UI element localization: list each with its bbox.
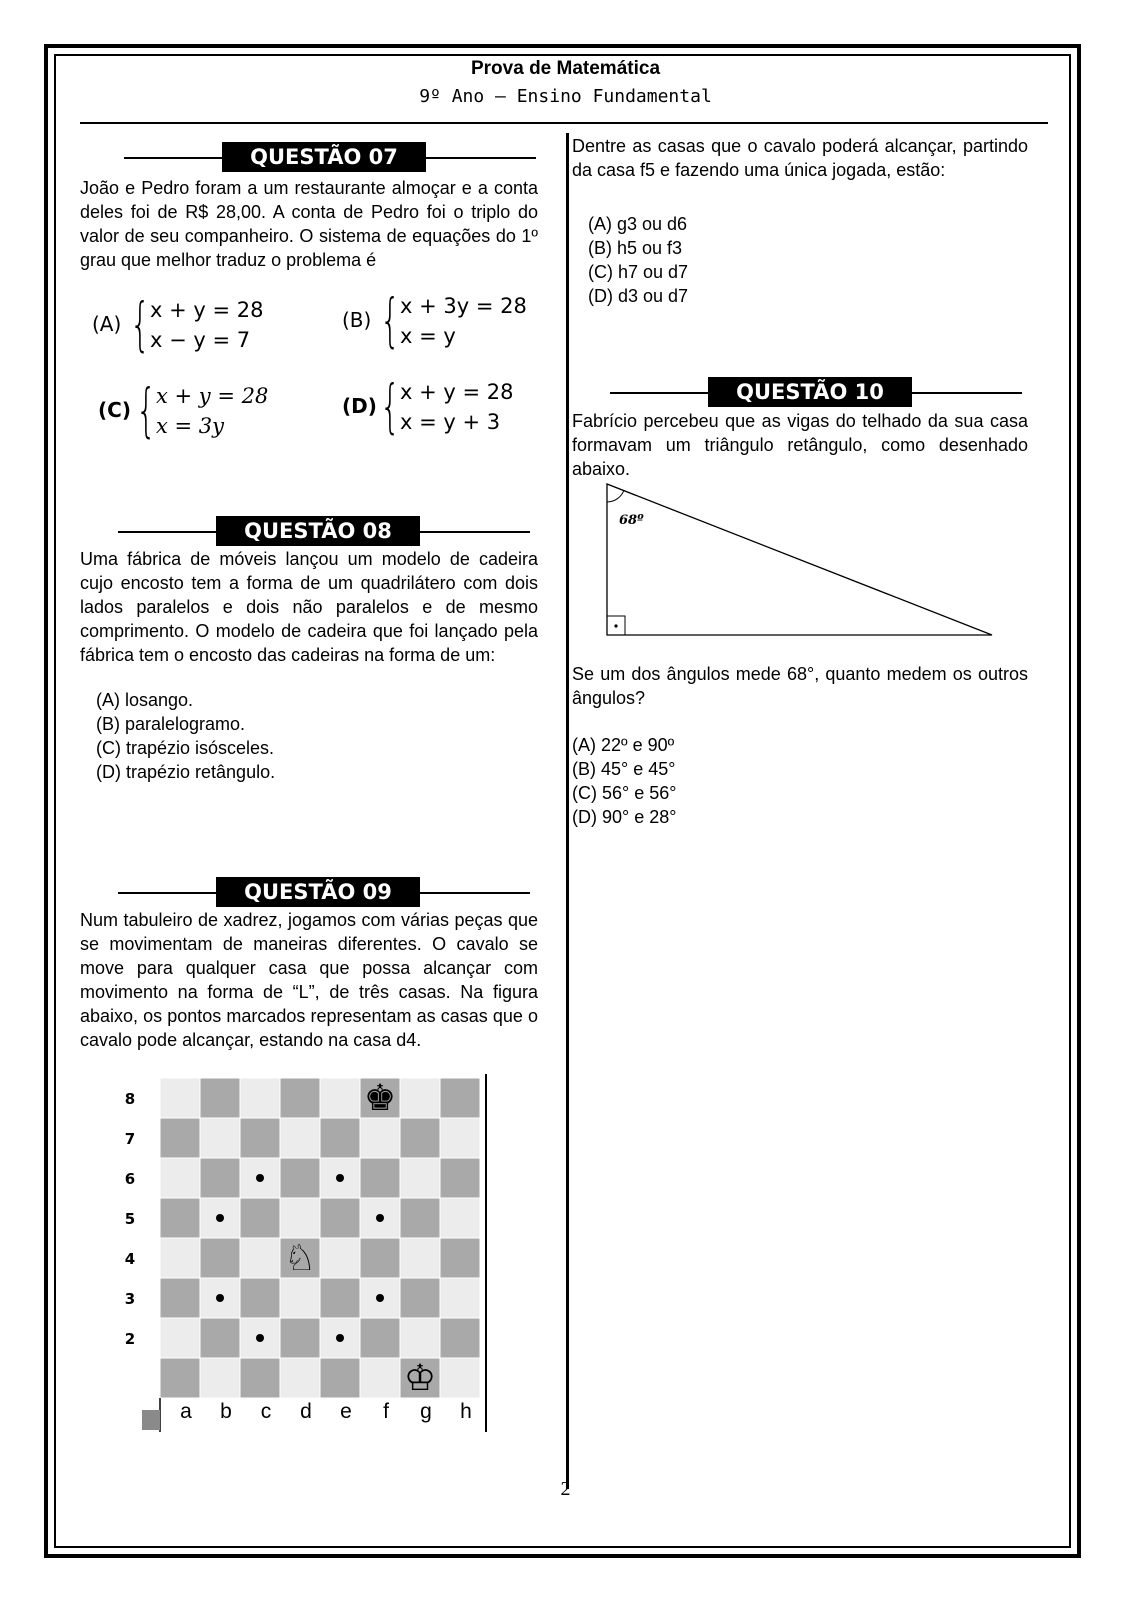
board-square [400, 1238, 440, 1278]
exam-subtitle: 9º Ano – Ensino Fundamental [419, 86, 712, 107]
board-square [240, 1118, 280, 1158]
board-square [160, 1238, 200, 1278]
board-square [160, 1198, 200, 1238]
board-square [320, 1198, 360, 1238]
board-square [320, 1238, 360, 1278]
brace-icon: { [136, 376, 157, 444]
q07-text: João e Pedro foram a um restaurante almoçar e a conta deles foi de R$ 28,00. A conta de Pedro foi o triplo do valor de seu companheiro. O sistema de equações do 1º grau que melhor traduz o problema é [80, 178, 538, 270]
angle-label: 68º [619, 513, 644, 528]
page-number: 2 [560, 1478, 571, 1500]
board-square [160, 1158, 200, 1198]
q09-option-a: (A) g3 ou d6 [588, 214, 688, 234]
board-square [440, 1198, 480, 1238]
exam-title: Prova de Matemática [470, 58, 661, 79]
equation-line: x = y [400, 324, 456, 348]
board-square [160, 1118, 200, 1158]
board-square [160, 1278, 200, 1318]
board-square [160, 1078, 200, 1118]
equation-line: x = 3y [156, 414, 225, 438]
board-square [240, 1238, 280, 1278]
option-letter: (D) [342, 394, 377, 418]
board-square [160, 1318, 200, 1358]
board-corner [142, 1410, 160, 1430]
file-label: c [260, 1400, 272, 1423]
board-square [360, 1238, 400, 1278]
q08-option-b: (B) paralelogramo. [96, 714, 246, 734]
file-label: a [180, 1400, 192, 1423]
file-label: e [340, 1400, 352, 1423]
rank-label: 8 [124, 1090, 136, 1108]
board-square [440, 1118, 480, 1158]
white-knight-icon: ♘ [283, 1238, 317, 1279]
board-square [440, 1318, 480, 1358]
board-square [360, 1358, 400, 1398]
move-dot [336, 1174, 344, 1182]
rank-label: 5 [124, 1210, 136, 1228]
q08-heading [118, 516, 530, 546]
q09-option-b: (B) h5 ou f3 [588, 238, 683, 258]
move-dot [216, 1294, 224, 1302]
equation-line: x + y = 28 [156, 384, 269, 408]
q08-label: QUESTÃO 08 [216, 516, 420, 546]
option-letter: (A) [92, 312, 122, 336]
q07-label: QUESTÃO 07 [222, 142, 426, 172]
q10-question: Se um dos ângulos mede 68°, quanto medem os outros ângulos? [572, 664, 1028, 708]
board-square [400, 1318, 440, 1358]
q10-option-a: (A) 22º e 90º [572, 735, 675, 755]
board-square [200, 1358, 240, 1398]
board-square [200, 1118, 240, 1158]
white-king-icon: ♔ [403, 1358, 437, 1399]
board-square [200, 1158, 240, 1198]
board-square [280, 1118, 320, 1158]
rank-label: 4 [124, 1250, 136, 1268]
q09-heading [118, 877, 530, 907]
rank-label: 2 [124, 1330, 136, 1348]
right-triangle-figure [600, 478, 1000, 643]
q09-option-c: (C) h7 ou d7 [588, 262, 689, 282]
board-square [360, 1118, 400, 1158]
board-square [440, 1358, 480, 1398]
option-letter: (B) [342, 308, 372, 332]
move-dot [256, 1334, 264, 1342]
board-square [400, 1118, 440, 1158]
q10-text: Fabrício percebeu que as vigas do telhado da sua casa formavam um triângulo retângulo, como desenhado abaixo. [572, 411, 1028, 479]
q09-option-d: (D) d3 ou d7 [588, 286, 689, 306]
q08-option-c: (C) trapézio isósceles. [96, 738, 275, 758]
board-square [280, 1078, 320, 1118]
board-square [320, 1358, 360, 1398]
board-square [400, 1278, 440, 1318]
board-square [440, 1078, 480, 1118]
q08-option-d: (D) trapézio retângulo. [96, 762, 276, 782]
q09-continuation: Dentre as casas que o cavalo poderá alcançar, partindo da casa f5 e fazendo uma única jogada, estão: [572, 136, 1028, 180]
q07-heading [124, 142, 536, 172]
brace-icon: { [380, 286, 401, 354]
board-square [200, 1318, 240, 1358]
file-label: h [460, 1400, 472, 1423]
q08-text: Uma fábrica de móveis lançou um modelo de cadeira cujo encosto tem a forma de um quadrilátero com dois lados paralelos e dois não paralelos e de mesmo comprimento. O modelo de cadeira que foi lançado pela fábrica tem o encosto das cadeiras na forma de um: [80, 549, 538, 665]
move-dot [216, 1214, 224, 1222]
board-square [440, 1238, 480, 1278]
board-square [440, 1158, 480, 1198]
move-dot [256, 1174, 264, 1182]
board-square [280, 1158, 320, 1198]
board-square [240, 1278, 280, 1318]
board-square [400, 1198, 440, 1238]
board-square [240, 1198, 280, 1238]
equation-line: x = y + 3 [400, 410, 501, 434]
board-square [360, 1158, 400, 1198]
black-king-icon: ♚ [363, 1078, 397, 1119]
equation-line: x − y = 7 [150, 328, 251, 352]
file-label: d [300, 1400, 312, 1423]
q10-label: QUESTÃO 10 [708, 377, 912, 407]
q10-option-c: (C) 56° e 56° [572, 783, 677, 803]
move-dot [336, 1334, 344, 1342]
board-square [160, 1358, 200, 1398]
board-square [240, 1078, 280, 1118]
board-square [320, 1118, 360, 1158]
board-square [400, 1078, 440, 1118]
board-square [320, 1278, 360, 1318]
q10-option-b: (B) 45° e 45° [572, 759, 676, 779]
brace-icon: { [380, 372, 401, 440]
board-square [280, 1358, 320, 1398]
rank-label: 6 [124, 1170, 136, 1188]
q10-heading [610, 377, 1022, 407]
option-letter: (C) [98, 398, 131, 422]
board-square [240, 1358, 280, 1398]
file-label: b [220, 1400, 232, 1423]
equation-line: x + 3y = 28 [400, 294, 527, 318]
board-square [440, 1278, 480, 1318]
board-square [280, 1318, 320, 1358]
board-square [320, 1078, 360, 1118]
file-label: f [383, 1400, 389, 1423]
brace-icon: { [130, 290, 151, 358]
rank-label: 7 [124, 1130, 136, 1148]
header-rule [80, 122, 1048, 124]
board-square [280, 1198, 320, 1238]
q09-label: QUESTÃO 09 [216, 877, 420, 907]
board-square [360, 1318, 400, 1358]
equation-line: x + y = 28 [400, 380, 514, 404]
file-label: g [420, 1400, 432, 1423]
equation-line: x + y = 28 [150, 298, 264, 322]
move-dot [376, 1214, 384, 1222]
q08-option-a: (A) losango. [96, 690, 194, 710]
q10-option-d: (D) 90° e 28° [572, 807, 677, 827]
move-dot [376, 1294, 384, 1302]
board-square [280, 1278, 320, 1318]
rank-label: 3 [124, 1290, 136, 1308]
chessboard [112, 1074, 492, 1434]
board-square [200, 1238, 240, 1278]
chessboard-figure [112, 1074, 492, 1434]
board-square [400, 1158, 440, 1198]
board-square [200, 1078, 240, 1118]
column-divider [566, 133, 569, 1489]
q09-text: Num tabuleiro de xadrez, jogamos com várias peças que se movimentam de maneiras diferentes. O cavalo se move para qualquer casa que possa alcançar com movimento na forma de “L”, de três casas. Na figura abaixo, os pontos marcados representam as casas que o cavalo pode alcançar, estando na casa d4. [80, 910, 538, 1050]
